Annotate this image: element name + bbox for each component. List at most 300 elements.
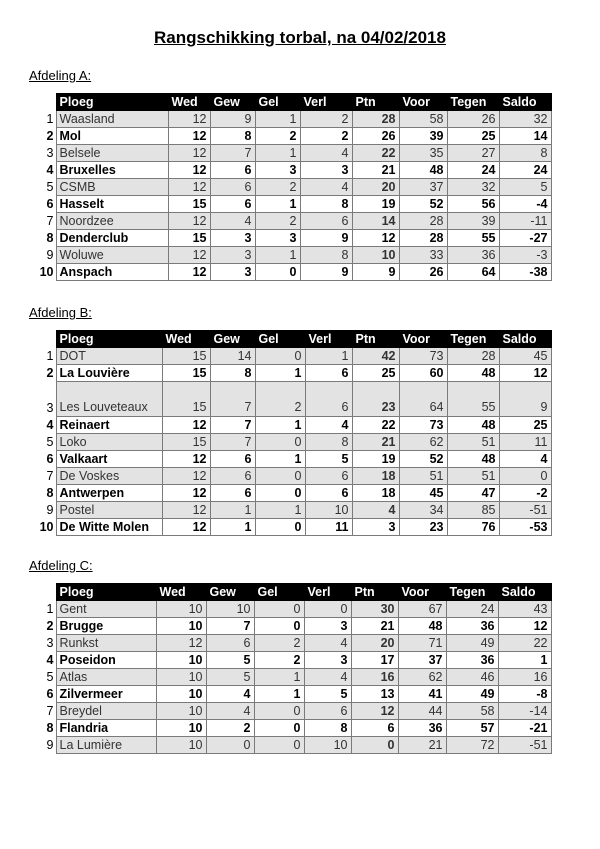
team-name: Poseidon bbox=[56, 652, 156, 669]
voor-cell: 73 bbox=[399, 348, 447, 365]
gel-cell: 0 bbox=[255, 519, 305, 536]
ptn-cell: 30 bbox=[351, 601, 398, 618]
wed-cell: 12 bbox=[156, 635, 206, 652]
column-header-ptn: Ptn bbox=[352, 331, 399, 348]
wed-cell: 12 bbox=[168, 264, 210, 281]
saldo-cell: -53 bbox=[499, 519, 551, 536]
wed-cell: 12 bbox=[168, 145, 210, 162]
tegen-cell: 39 bbox=[447, 213, 499, 230]
team-name: De Witte Molen bbox=[56, 519, 162, 536]
gel-cell: 2 bbox=[255, 382, 305, 417]
saldo-cell: 11 bbox=[499, 434, 551, 451]
table-row bbox=[28, 720, 551, 737]
verl-cell: 6 bbox=[305, 485, 352, 502]
voor-cell: 52 bbox=[399, 196, 447, 213]
gel-cell: 1 bbox=[254, 669, 304, 686]
saldo-cell: 1 bbox=[498, 652, 551, 669]
ptn-cell: 16 bbox=[351, 669, 398, 686]
division-b-table bbox=[28, 330, 552, 536]
saldo-cell: -11 bbox=[499, 213, 551, 230]
gew-cell: 6 bbox=[210, 468, 255, 485]
gel-cell: 1 bbox=[254, 686, 304, 703]
table-row bbox=[28, 128, 551, 145]
tegen-cell: 49 bbox=[446, 686, 498, 703]
team-name: CSMB bbox=[56, 179, 168, 196]
division-c-table bbox=[28, 583, 552, 754]
gew-cell: 4 bbox=[206, 703, 254, 720]
wed-cell: 15 bbox=[168, 196, 210, 213]
gew-cell: 8 bbox=[210, 365, 255, 382]
team-name: Breydel bbox=[56, 703, 156, 720]
verl-cell: 6 bbox=[305, 468, 352, 485]
saldo-cell: -27 bbox=[499, 230, 551, 247]
tegen-cell: 48 bbox=[447, 417, 499, 434]
tegen-cell: 64 bbox=[447, 264, 499, 281]
saldo-cell: -4 bbox=[499, 196, 551, 213]
table-row bbox=[28, 382, 551, 417]
rank-number: 1 bbox=[46, 601, 54, 616]
wed-cell: 10 bbox=[156, 686, 206, 703]
gel-cell: 1 bbox=[255, 365, 305, 382]
team-name: Anspach bbox=[56, 264, 168, 281]
team-name: Zilvermeer bbox=[56, 686, 156, 703]
saldo-cell: 12 bbox=[498, 618, 551, 635]
column-header-voor: Voor bbox=[399, 331, 447, 348]
team-name: Waasland bbox=[56, 111, 168, 128]
team-name: Bruxelles bbox=[56, 162, 168, 179]
team-name: Antwerpen bbox=[56, 485, 162, 502]
gew-cell: 5 bbox=[206, 652, 254, 669]
verl-cell: 3 bbox=[304, 618, 351, 635]
column-header-tegen: Tegen bbox=[447, 331, 499, 348]
column-header-wed: Wed bbox=[162, 331, 210, 348]
verl-cell: 3 bbox=[304, 652, 351, 669]
saldo-cell: 14 bbox=[499, 128, 551, 145]
ptn-cell: 22 bbox=[352, 145, 399, 162]
wed-cell: 10 bbox=[156, 720, 206, 737]
gew-cell: 3 bbox=[210, 230, 255, 247]
saldo-cell: 24 bbox=[499, 162, 551, 179]
verl-cell: 5 bbox=[305, 451, 352, 468]
ptn-cell: 21 bbox=[351, 618, 398, 635]
gew-cell: 7 bbox=[210, 382, 255, 417]
gel-cell: 1 bbox=[255, 502, 305, 519]
wed-cell: 15 bbox=[168, 230, 210, 247]
column-header-saldo: Saldo bbox=[499, 94, 551, 111]
ptn-cell: 12 bbox=[351, 703, 398, 720]
voor-cell: 37 bbox=[399, 179, 447, 196]
table-row bbox=[28, 247, 551, 264]
column-header-wed: Wed bbox=[156, 584, 206, 601]
voor-cell: 44 bbox=[398, 703, 446, 720]
tegen-cell: 85 bbox=[447, 502, 499, 519]
wed-cell: 15 bbox=[162, 434, 210, 451]
saldo-cell: -3 bbox=[499, 247, 551, 264]
gel-cell: 0 bbox=[255, 264, 300, 281]
ptn-cell: 4 bbox=[352, 502, 399, 519]
verl-cell: 10 bbox=[305, 502, 352, 519]
saldo-cell: 16 bbox=[498, 669, 551, 686]
rank-number: 4 bbox=[46, 417, 54, 432]
table-row bbox=[28, 468, 551, 485]
ptn-cell: 13 bbox=[351, 686, 398, 703]
tegen-cell: 26 bbox=[447, 111, 499, 128]
rank-header-spacer bbox=[28, 94, 56, 111]
division-b-label: Afdeling B: bbox=[29, 305, 92, 320]
table-row bbox=[28, 196, 551, 213]
wed-cell: 12 bbox=[168, 162, 210, 179]
verl-cell: 4 bbox=[300, 179, 352, 196]
saldo-cell: 8 bbox=[499, 145, 551, 162]
ptn-cell: 26 bbox=[352, 128, 399, 145]
saldo-cell: 12 bbox=[499, 365, 551, 382]
wed-cell: 15 bbox=[162, 365, 210, 382]
rank-number: 9 bbox=[46, 247, 54, 262]
tegen-cell: 49 bbox=[446, 635, 498, 652]
column-header-verl: Verl bbox=[300, 94, 352, 111]
table-row bbox=[28, 213, 551, 230]
column-header-ploeg: Ploeg bbox=[56, 331, 162, 348]
gel-cell: 2 bbox=[254, 652, 304, 669]
column-header-saldo: Saldo bbox=[499, 331, 551, 348]
gew-cell: 3 bbox=[210, 247, 255, 264]
ptn-cell: 20 bbox=[352, 179, 399, 196]
column-header-ploeg: Ploeg bbox=[56, 584, 156, 601]
team-name: Woluwe bbox=[56, 247, 168, 264]
team-name: Postel bbox=[56, 502, 162, 519]
column-header-ptn: Ptn bbox=[351, 584, 398, 601]
column-header-ploeg: Ploeg bbox=[56, 94, 168, 111]
column-header-wed: Wed bbox=[168, 94, 210, 111]
verl-cell: 6 bbox=[305, 365, 352, 382]
gel-cell: 1 bbox=[255, 196, 300, 213]
verl-cell: 1 bbox=[305, 348, 352, 365]
ptn-cell: 28 bbox=[352, 111, 399, 128]
gew-cell: 4 bbox=[210, 213, 255, 230]
tegen-cell: 51 bbox=[447, 468, 499, 485]
team-name: Atlas bbox=[56, 669, 156, 686]
gew-cell: 7 bbox=[206, 618, 254, 635]
tegen-cell: 24 bbox=[446, 601, 498, 618]
column-header-saldo: Saldo bbox=[498, 584, 551, 601]
tegen-cell: 32 bbox=[447, 179, 499, 196]
column-header-verl: Verl bbox=[304, 584, 351, 601]
gew-cell: 1 bbox=[210, 502, 255, 519]
voor-cell: 35 bbox=[399, 145, 447, 162]
gew-cell: 4 bbox=[206, 686, 254, 703]
tegen-cell: 51 bbox=[447, 434, 499, 451]
saldo-cell: 25 bbox=[499, 417, 551, 434]
gel-cell: 0 bbox=[254, 737, 304, 754]
voor-cell: 23 bbox=[399, 519, 447, 536]
voor-cell: 73 bbox=[399, 417, 447, 434]
wed-cell: 12 bbox=[162, 451, 210, 468]
rank-number: 4 bbox=[46, 162, 54, 177]
ptn-cell: 42 bbox=[352, 348, 399, 365]
tegen-cell: 36 bbox=[446, 618, 498, 635]
team-name: Flandria bbox=[56, 720, 156, 737]
gel-cell: 0 bbox=[255, 434, 305, 451]
gew-cell: 9 bbox=[210, 111, 255, 128]
voor-cell: 28 bbox=[399, 213, 447, 230]
wed-cell: 15 bbox=[162, 348, 210, 365]
voor-cell: 71 bbox=[398, 635, 446, 652]
gel-cell: 0 bbox=[255, 348, 305, 365]
rank-number: 9 bbox=[46, 502, 54, 517]
voor-cell: 67 bbox=[398, 601, 446, 618]
verl-cell: 0 bbox=[304, 601, 351, 618]
gel-cell: 0 bbox=[254, 703, 304, 720]
team-name: La Lumière bbox=[56, 737, 156, 754]
gel-cell: 1 bbox=[255, 417, 305, 434]
voor-cell: 64 bbox=[399, 382, 447, 417]
rank-header-spacer bbox=[28, 584, 56, 601]
column-header-voor: Voor bbox=[399, 94, 447, 111]
wed-cell: 10 bbox=[156, 669, 206, 686]
team-name: Hasselt bbox=[56, 196, 168, 213]
gew-cell: 6 bbox=[210, 179, 255, 196]
rank-number: 10 bbox=[39, 264, 54, 279]
table-row bbox=[28, 145, 551, 162]
gel-cell: 1 bbox=[255, 111, 300, 128]
division-a-table bbox=[28, 93, 552, 281]
wed-cell: 10 bbox=[156, 703, 206, 720]
tegen-cell: 55 bbox=[447, 382, 499, 417]
table-row bbox=[28, 365, 551, 382]
gel-cell: 1 bbox=[255, 145, 300, 162]
ptn-cell: 23 bbox=[352, 382, 399, 417]
rank-number: 1 bbox=[46, 348, 54, 363]
voor-cell: 45 bbox=[399, 485, 447, 502]
team-name: De Voskes bbox=[56, 468, 162, 485]
ptn-cell: 19 bbox=[352, 451, 399, 468]
gew-cell: 7 bbox=[210, 434, 255, 451]
rank-number: 7 bbox=[46, 213, 54, 228]
page-title: Rangschikking torbal, na 04/02/2018 bbox=[154, 28, 446, 47]
rank-number: 2 bbox=[46, 128, 54, 143]
tegen-cell: 36 bbox=[446, 652, 498, 669]
saldo-cell: 32 bbox=[499, 111, 551, 128]
voor-cell: 41 bbox=[398, 686, 446, 703]
tegen-cell: 72 bbox=[446, 737, 498, 754]
voor-cell: 60 bbox=[399, 365, 447, 382]
rank-number: 6 bbox=[46, 686, 54, 701]
tegen-cell: 28 bbox=[447, 348, 499, 365]
column-header-tegen: Tegen bbox=[447, 94, 499, 111]
tegen-cell: 76 bbox=[447, 519, 499, 536]
verl-cell: 9 bbox=[300, 264, 352, 281]
rank-number: 4 bbox=[46, 652, 54, 667]
team-name: La Louvière bbox=[56, 365, 162, 382]
ptn-cell: 14 bbox=[352, 213, 399, 230]
wed-cell: 12 bbox=[168, 111, 210, 128]
gew-cell: 6 bbox=[206, 635, 254, 652]
table-row bbox=[28, 669, 551, 686]
saldo-cell: -21 bbox=[498, 720, 551, 737]
gew-cell: 14 bbox=[210, 348, 255, 365]
verl-cell: 8 bbox=[304, 720, 351, 737]
table-row bbox=[28, 111, 551, 128]
column-header-gew: Gew bbox=[210, 94, 255, 111]
table-row bbox=[28, 485, 551, 502]
rank-number: 8 bbox=[46, 230, 54, 245]
saldo-cell: 22 bbox=[498, 635, 551, 652]
column-header-gew: Gew bbox=[210, 331, 255, 348]
tegen-cell: 25 bbox=[447, 128, 499, 145]
verl-cell: 8 bbox=[300, 247, 352, 264]
verl-cell: 11 bbox=[305, 519, 352, 536]
saldo-cell: 4 bbox=[499, 451, 551, 468]
column-header-verl: Verl bbox=[305, 331, 352, 348]
ptn-cell: 20 bbox=[351, 635, 398, 652]
voor-cell: 34 bbox=[399, 502, 447, 519]
wed-cell: 12 bbox=[168, 213, 210, 230]
gel-cell: 2 bbox=[254, 635, 304, 652]
team-name: Les Louveteaux bbox=[56, 382, 162, 417]
ptn-cell: 22 bbox=[352, 417, 399, 434]
ptn-cell: 12 bbox=[352, 230, 399, 247]
tegen-cell: 46 bbox=[446, 669, 498, 686]
wed-cell: 12 bbox=[162, 468, 210, 485]
tegen-cell: 57 bbox=[446, 720, 498, 737]
voor-cell: 36 bbox=[398, 720, 446, 737]
voor-cell: 39 bbox=[399, 128, 447, 145]
verl-cell: 10 bbox=[304, 737, 351, 754]
table-row bbox=[28, 686, 551, 703]
ptn-cell: 6 bbox=[351, 720, 398, 737]
wed-cell: 12 bbox=[162, 417, 210, 434]
voor-cell: 21 bbox=[398, 737, 446, 754]
saldo-cell: -2 bbox=[499, 485, 551, 502]
table-row bbox=[28, 264, 551, 281]
wed-cell: 12 bbox=[162, 485, 210, 502]
verl-cell: 6 bbox=[300, 213, 352, 230]
verl-cell: 2 bbox=[300, 128, 352, 145]
table-row bbox=[28, 417, 551, 434]
voor-cell: 28 bbox=[399, 230, 447, 247]
rank-number: 1 bbox=[46, 111, 54, 126]
ptn-cell: 18 bbox=[352, 468, 399, 485]
gel-cell: 0 bbox=[254, 720, 304, 737]
verl-cell: 3 bbox=[300, 162, 352, 179]
wed-cell: 10 bbox=[156, 618, 206, 635]
team-name: Denderclub bbox=[56, 230, 168, 247]
ptn-cell: 21 bbox=[352, 162, 399, 179]
column-header-gel: Gel bbox=[255, 94, 300, 111]
tegen-cell: 47 bbox=[447, 485, 499, 502]
voor-cell: 26 bbox=[399, 264, 447, 281]
column-header-voor: Voor bbox=[398, 584, 446, 601]
rank-number: 10 bbox=[39, 519, 54, 534]
team-name: DOT bbox=[56, 348, 162, 365]
gel-cell: 1 bbox=[255, 247, 300, 264]
team-name: Mol bbox=[56, 128, 168, 145]
team-name: Loko bbox=[56, 434, 162, 451]
rank-number: 2 bbox=[46, 618, 54, 633]
rank-number: 7 bbox=[46, 703, 54, 718]
gew-cell: 0 bbox=[206, 737, 254, 754]
table-row bbox=[28, 601, 551, 618]
verl-cell: 2 bbox=[300, 111, 352, 128]
voor-cell: 58 bbox=[399, 111, 447, 128]
table-row bbox=[28, 179, 551, 196]
wed-cell: 10 bbox=[156, 652, 206, 669]
ptn-cell: 21 bbox=[352, 434, 399, 451]
column-header-gel: Gel bbox=[254, 584, 304, 601]
ptn-cell: 17 bbox=[351, 652, 398, 669]
gel-cell: 0 bbox=[254, 601, 304, 618]
voor-cell: 48 bbox=[398, 618, 446, 635]
saldo-cell: 9 bbox=[499, 382, 551, 417]
team-name: Brugge bbox=[56, 618, 156, 635]
rank-number: 5 bbox=[46, 669, 54, 684]
rank-number: 5 bbox=[46, 434, 54, 449]
ptn-cell: 3 bbox=[352, 519, 399, 536]
ptn-cell: 19 bbox=[352, 196, 399, 213]
column-header-gew: Gew bbox=[206, 584, 254, 601]
saldo-cell: 0 bbox=[499, 468, 551, 485]
gel-cell: 3 bbox=[255, 162, 300, 179]
verl-cell: 4 bbox=[300, 145, 352, 162]
verl-cell: 9 bbox=[300, 230, 352, 247]
saldo-cell: -51 bbox=[499, 502, 551, 519]
table-row bbox=[28, 652, 551, 669]
tegen-cell: 48 bbox=[447, 365, 499, 382]
column-header-tegen: Tegen bbox=[446, 584, 498, 601]
wed-cell: 12 bbox=[168, 179, 210, 196]
tegen-cell: 36 bbox=[447, 247, 499, 264]
team-name: Runkst bbox=[56, 635, 156, 652]
table-row bbox=[28, 737, 551, 754]
verl-cell: 4 bbox=[305, 417, 352, 434]
team-name: Gent bbox=[56, 601, 156, 618]
rank-number: 6 bbox=[46, 451, 54, 466]
wed-cell: 10 bbox=[156, 737, 206, 754]
team-name: Noordzee bbox=[56, 213, 168, 230]
rank-number: 3 bbox=[46, 635, 54, 650]
gel-cell: 1 bbox=[255, 451, 305, 468]
tegen-cell: 24 bbox=[447, 162, 499, 179]
table-row bbox=[28, 502, 551, 519]
tegen-cell: 58 bbox=[446, 703, 498, 720]
saldo-cell: -14 bbox=[498, 703, 551, 720]
rank-number: 3 bbox=[46, 400, 54, 415]
table-row bbox=[28, 348, 551, 365]
saldo-cell: -51 bbox=[498, 737, 551, 754]
table-row bbox=[28, 162, 551, 179]
tegen-cell: 48 bbox=[447, 451, 499, 468]
gew-cell: 6 bbox=[210, 451, 255, 468]
ptn-cell: 25 bbox=[352, 365, 399, 382]
gel-cell: 2 bbox=[255, 128, 300, 145]
table-row bbox=[28, 451, 551, 468]
rank-number: 7 bbox=[46, 468, 54, 483]
table-row bbox=[28, 434, 551, 451]
gel-cell: 0 bbox=[254, 618, 304, 635]
gew-cell: 1 bbox=[210, 519, 255, 536]
voor-cell: 48 bbox=[399, 162, 447, 179]
column-header-ptn: Ptn bbox=[352, 94, 399, 111]
gew-cell: 3 bbox=[210, 264, 255, 281]
team-name: Reinaert bbox=[56, 417, 162, 434]
verl-cell: 6 bbox=[305, 382, 352, 417]
rank-number: 8 bbox=[46, 720, 54, 735]
voor-cell: 37 bbox=[398, 652, 446, 669]
voor-cell: 62 bbox=[398, 669, 446, 686]
voor-cell: 51 bbox=[399, 468, 447, 485]
division-a-label: Afdeling A: bbox=[29, 68, 92, 83]
gew-cell: 6 bbox=[210, 485, 255, 502]
